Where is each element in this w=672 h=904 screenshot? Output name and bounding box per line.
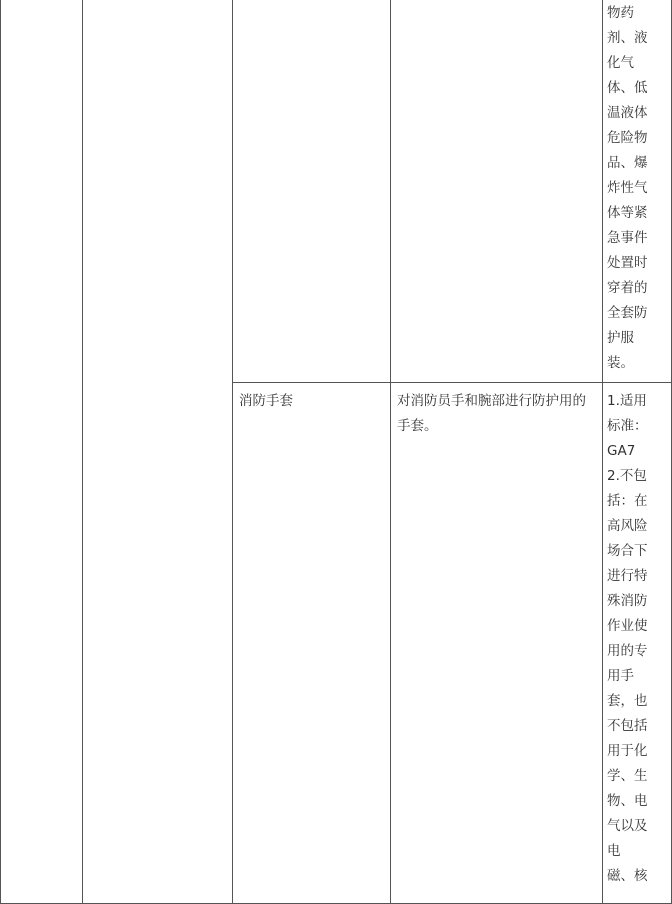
text-line: 体、低 bbox=[607, 80, 648, 96]
text-line: 体等紧 bbox=[607, 205, 648, 221]
text-line: 温液体 bbox=[607, 105, 648, 121]
text-line: 剂、液 bbox=[607, 30, 648, 46]
subcategory-cell bbox=[83, 0, 233, 904]
text-line: 不包括 bbox=[607, 718, 648, 734]
notes-cell bbox=[603, 383, 672, 904]
text-line: 用手 bbox=[607, 668, 634, 684]
text-line: 品、爆 bbox=[607, 155, 648, 171]
text-line: 作业使 bbox=[607, 618, 648, 634]
notes-text bbox=[603, 383, 671, 895]
text-line: 炸性气 bbox=[607, 180, 648, 196]
text-line: 物药 bbox=[607, 5, 634, 21]
text-line: 护服 bbox=[607, 330, 634, 346]
text-line: 穿着的 bbox=[607, 280, 648, 296]
text-line: 气以及 bbox=[607, 818, 648, 834]
product-description-cell bbox=[391, 383, 603, 904]
text-line: 电 bbox=[607, 843, 621, 859]
product-name-cell bbox=[233, 0, 391, 383]
text-line: 磁、核 bbox=[607, 868, 648, 884]
text-line: 急事件 bbox=[607, 230, 648, 246]
table-row bbox=[1, 0, 672, 383]
text-line: 高风险 bbox=[607, 518, 648, 534]
text-line: 化气 bbox=[607, 55, 634, 71]
text-line: 用的专 bbox=[607, 643, 648, 659]
text-line: 装。 bbox=[607, 355, 634, 371]
product-name-cell bbox=[233, 383, 391, 904]
text-line: 场合下 bbox=[607, 543, 648, 559]
text-line: 处置时 bbox=[607, 255, 648, 271]
text-line: 对消防员手和腕部进行防护用的 bbox=[397, 393, 586, 409]
text-line: 2.不包 bbox=[607, 468, 647, 484]
product-name-gloves: 消防手套 bbox=[239, 393, 293, 409]
text-line: 全套防 bbox=[607, 305, 648, 321]
text-line: 括：在 bbox=[607, 493, 648, 509]
text-line: 标准： bbox=[607, 418, 648, 434]
text-line: 套，也 bbox=[607, 693, 648, 709]
text-line: 用于化 bbox=[607, 743, 648, 759]
text-line: 手套。 bbox=[397, 418, 438, 434]
text-line: 危险物 bbox=[607, 130, 648, 146]
text-line: 学、生 bbox=[607, 768, 648, 784]
text-line: 殊消防 bbox=[607, 593, 648, 609]
text-line: 1.适用 bbox=[607, 393, 647, 409]
product-description-cell bbox=[391, 0, 603, 383]
category-cell bbox=[1, 0, 83, 904]
text-line: 物、电 bbox=[607, 793, 648, 809]
text-line: 进行特 bbox=[607, 568, 648, 584]
notes-text bbox=[603, 0, 671, 382]
notes-cell bbox=[603, 0, 672, 383]
text-line: GA7 bbox=[607, 443, 636, 459]
product-description-text bbox=[391, 383, 602, 445]
